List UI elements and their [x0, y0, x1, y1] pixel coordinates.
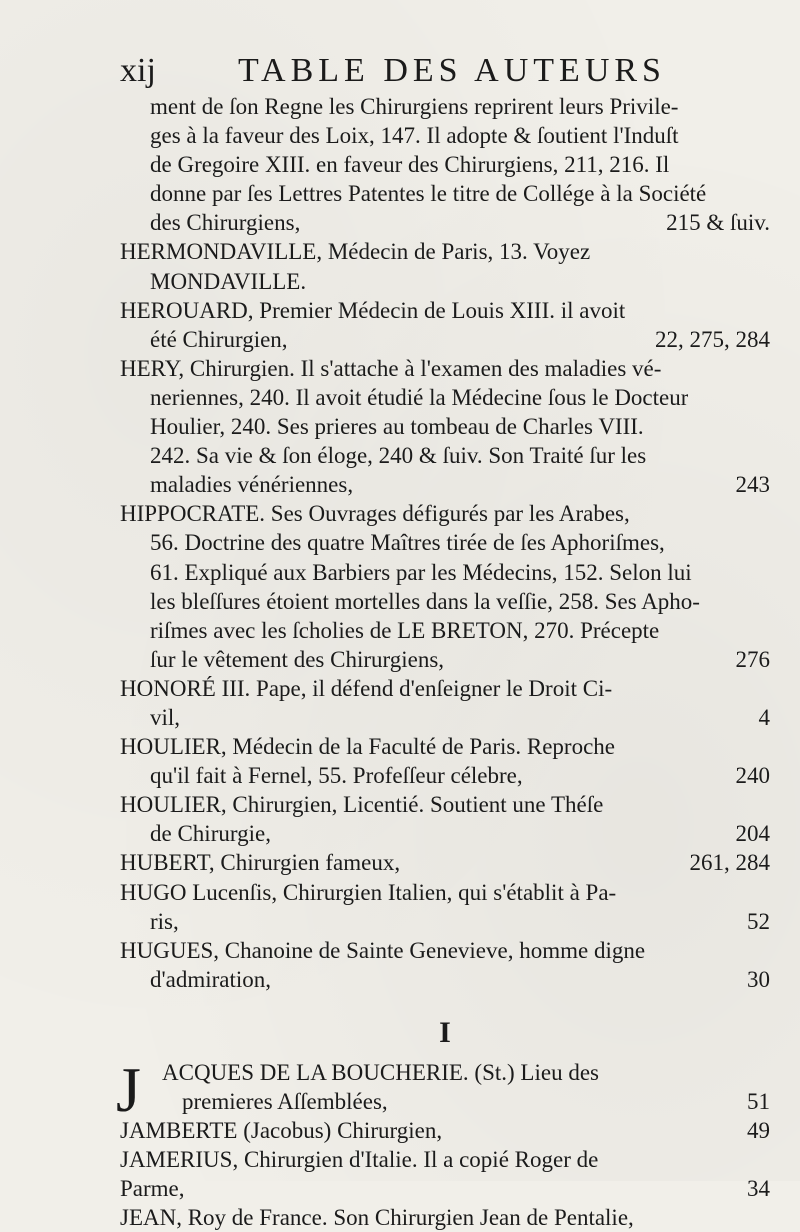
index-line [120, 354, 770, 383]
page-header [120, 52, 760, 92]
index-line-text: 61. Expliqué aux Barbiers par les Médecins, 152. Selon lui [150, 559, 692, 585]
index-line-text: maladies vénériennes, [150, 472, 354, 498]
index-line-page: 240 [735, 763, 770, 789]
index-line [120, 819, 770, 848]
index-line [120, 761, 770, 790]
index-line-page: 261, 284 [689, 850, 770, 876]
index-line-text: HOULIER, Chirurgien, Licentié. Soutient une Théſe [120, 792, 604, 818]
index-line-page [760, 441, 770, 470]
index-line-page [760, 92, 770, 121]
index-line [120, 179, 770, 208]
section-line [120, 1203, 770, 1232]
section-line-text: premieres Aſſemblées, [182, 1089, 388, 1114]
index-line-page: 30 [747, 966, 770, 992]
section-line [120, 1174, 770, 1203]
index-line-text: MONDAVILLE. [150, 268, 307, 294]
index-line-page [760, 499, 770, 528]
index-line-text: HIPPOCRATE. Ses Ouvrages défigurés par les Arabes, [120, 501, 630, 527]
index-line-text: qu'il fait à Fernel, 55. Profeſſeur célebre, [150, 763, 523, 789]
index-line-page: 4 [758, 704, 770, 730]
index-line [120, 470, 770, 499]
index-line-page [760, 237, 770, 266]
index-line-page: 22, 275, 284 [655, 326, 770, 352]
index-line-page [760, 412, 770, 441]
index-line [120, 674, 770, 703]
index-line [120, 528, 770, 557]
index-line [120, 412, 770, 441]
index-line-page [760, 383, 770, 412]
index-line [120, 296, 770, 325]
index-line-text: HUGO Lucenſis, Chirurgien Italien, qui s'établit à Pa- [120, 879, 617, 905]
index-line [120, 121, 770, 150]
index-line-text: HERY, Chirurgien. Il s'attache à l'examen des maladies vé- [120, 355, 662, 381]
section-line-page [760, 1203, 770, 1232]
index-line [120, 936, 770, 965]
section-line-text: ACQUES DE LA BOUCHERIE. (St.) Lieu des [162, 1059, 599, 1085]
index-content [116, 92, 770, 1232]
section-line [120, 1145, 770, 1174]
section-line-text: JAMBERTE (Jacobus) Chirurgien, [120, 1118, 443, 1144]
index-line-page [760, 150, 770, 179]
index-line [120, 848, 770, 877]
index-line-text: riſmes avec les ſcholies de LE BRETON, 270. Précepte [150, 617, 660, 643]
index-line [120, 92, 770, 121]
section-line-page: 34 [747, 1176, 770, 1202]
index-line [120, 645, 770, 674]
index-line-text: HUBERT, Chirurgien fameux, [120, 850, 401, 876]
section-line-page: 51 [747, 1089, 770, 1114]
index-line-page [760, 528, 770, 557]
index-line [120, 878, 770, 907]
index-line-page [760, 121, 770, 150]
index-line [120, 208, 770, 237]
index-line [120, 587, 770, 616]
section-line-page: 49 [747, 1118, 770, 1144]
index-line-page [760, 296, 770, 325]
index-line [120, 790, 770, 819]
index-line-text: de Chirurgie, [150, 821, 271, 847]
index-line-text: ris, [150, 908, 179, 934]
index-line-page: 52 [747, 908, 770, 934]
index-line [120, 907, 770, 936]
index-line [120, 499, 770, 528]
index-line-text: HOULIER, Médecin de la Faculté de Paris. Reproche [120, 734, 615, 760]
index-line-text: HERMONDAVILLE, Médecin de Paris, 13. Voyez [120, 239, 591, 265]
index-line-text: ment de ſon Regne les Chirurgiens reprirent leurs Privile- [150, 94, 679, 119]
index-line-text: Houlier, 240. Ses prieres au tombeau de Charles VIII. [150, 414, 644, 440]
section-letter: I [439, 1015, 451, 1049]
section-line [120, 1116, 770, 1145]
index-line-page: 215 & ſuiv. [666, 210, 770, 236]
index-entries [120, 92, 770, 994]
index-line-page [760, 790, 770, 819]
index-line-text: neriennes, 240. Il avoit étudié la Médecine ſous le Docteur [150, 384, 689, 410]
index-line [120, 616, 770, 645]
index-line [120, 965, 770, 994]
index-line-page [760, 354, 770, 383]
index-line-text: des Chirurgiens, [150, 210, 301, 236]
index-line-text: été Chirurgien, [150, 326, 288, 352]
section-line-text: JEAN, Roy de France. Son Chirurgien Jean de Pentalie, [120, 1205, 634, 1231]
section-line-text: Parme, [120, 1176, 185, 1202]
section-line-page [760, 1145, 770, 1174]
section-line-text: JAMERIUS, Chirurgien d'Italie. Il a copié Roger de [120, 1147, 599, 1173]
section-line-page [760, 1058, 770, 1087]
index-line-page [760, 936, 770, 965]
index-line [120, 150, 770, 179]
index-line [120, 267, 770, 296]
index-line-text: d'admiration, [150, 966, 272, 992]
index-line-page [760, 587, 770, 616]
index-line-text: donne par ſes Lettres Patentes le titre de Collége à la Société [150, 181, 707, 207]
index-line-text: 242. Sa vie & ſon éloge, 240 & ſuiv. Son Traité ſur les [150, 443, 647, 469]
index-line-page: 243 [735, 472, 770, 498]
section-entries [116, 1053, 770, 1232]
index-line [120, 558, 770, 587]
index-line-page [760, 558, 770, 587]
index-line-text: ges à la faveur des Loix, 147. Il adopte & ſoutient l'Induſt [150, 123, 679, 149]
index-line-page [760, 616, 770, 645]
running-head: TABLE DES AUTEURS [238, 52, 666, 89]
index-line-text: HONORÉ III. Pape, il défend d'enſeigner le Droit Ci- [120, 675, 613, 701]
index-line-page: 276 [735, 646, 770, 672]
index-line [120, 732, 770, 761]
index-line-page [760, 732, 770, 761]
index-line-text: ſur le vêtement des Chirurgiens, [150, 646, 445, 672]
index-line-text: vil, [150, 704, 181, 730]
index-line [120, 703, 770, 732]
section-line [120, 1087, 770, 1116]
index-line-page: 204 [735, 821, 770, 847]
index-line [120, 441, 770, 470]
index-line [120, 325, 770, 354]
index-line [120, 383, 770, 412]
index-line [120, 237, 770, 266]
index-line-text: les bleſſures étoient mortelles dans la veſſie, 258. Ses Apho- [150, 588, 700, 614]
index-line-page [760, 267, 770, 296]
index-line-text: 56. Doctrine des quatre Maîtres tirée de ſes Aphoriſmes, [150, 530, 665, 556]
index-line-text: de Gregoire XIII. en faveur des Chirurgiens, 211, 216. Il [150, 152, 670, 178]
drop-cap: J [116, 1053, 141, 1125]
index-line-page [760, 674, 770, 703]
index-line-page [760, 179, 770, 208]
index-line-text: HEROUARD, Premier Médecin de Louis XIII. il avoit [120, 297, 626, 323]
index-line-page [760, 878, 770, 907]
page-number: xij [120, 52, 156, 89]
index-line-text: HUGUES, Chanoine de Sainte Genevieve, homme digne [120, 937, 646, 963]
